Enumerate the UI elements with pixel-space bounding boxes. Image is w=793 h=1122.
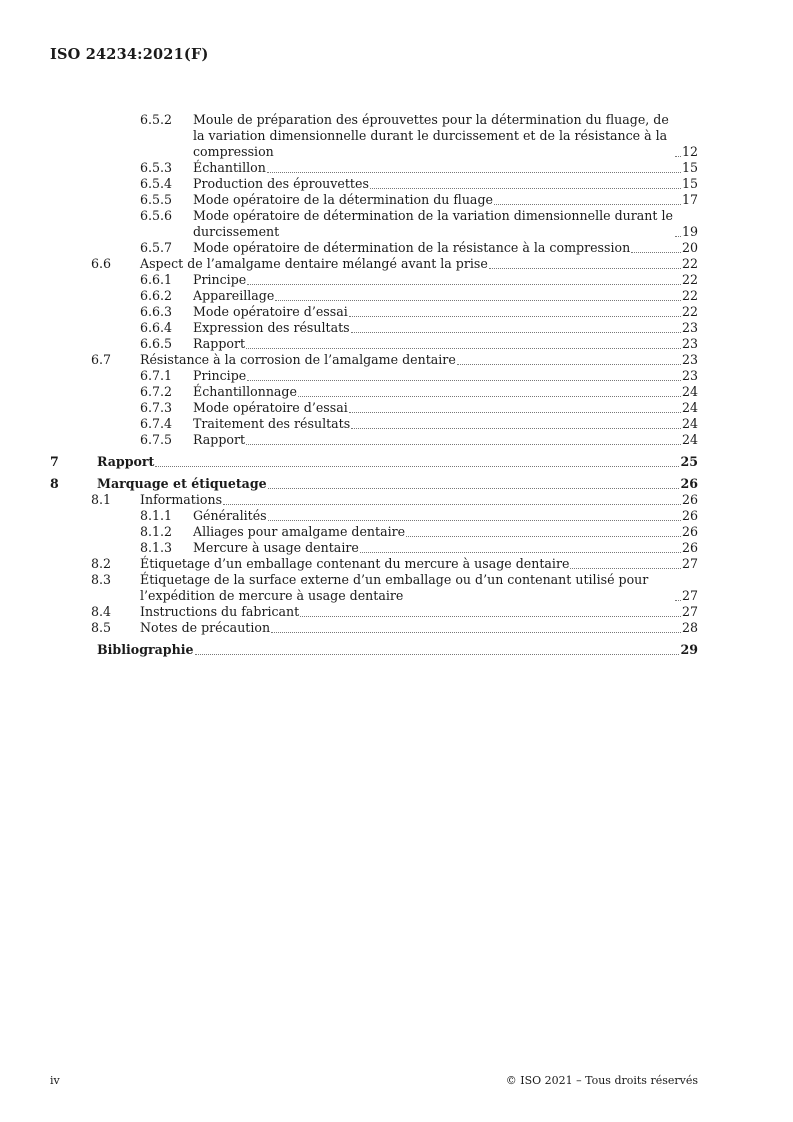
toc-entry[interactable] [50, 112, 698, 160]
toc-entry-title: Alliages pour amalgame dentaire [193, 524, 406, 539]
dot-leader [246, 441, 681, 445]
toc-entry-page: 26 [681, 492, 698, 507]
toc-entry-number: 6.7.4 [140, 416, 173, 431]
dot-leader [675, 153, 681, 157]
toc-entry-title: Généralités [193, 508, 267, 523]
toc-entry-title: Appareillage [193, 288, 275, 303]
toc-entry[interactable] [50, 176, 698, 192]
dot-leader [675, 597, 681, 601]
toc-entry-page: 24 [681, 384, 698, 399]
toc-entry-number: 6.5.5 [140, 192, 173, 207]
toc-entry[interactable] [50, 508, 698, 524]
toc-entry[interactable] [50, 642, 698, 658]
toc-entry-page: 28 [681, 620, 698, 635]
toc-entry-title: Échantillonnage [193, 384, 297, 399]
toc-entry[interactable] [50, 304, 698, 320]
toc-entry[interactable] [50, 476, 698, 492]
toc-entry-number: 6.5.2 [140, 112, 173, 127]
document-id: ISO 24234:2021(F) [50, 46, 209, 63]
toc-entry-title: Instructions du fabricant [140, 604, 300, 619]
toc-entry-page: 26 [681, 508, 698, 523]
dot-leader [349, 313, 681, 317]
toc-entry[interactable] [50, 492, 698, 508]
toc-entry-title: Moule de préparation des éprouvettes pour la détermination du fluage, de la variation dimensionnelle durant le durcissement et de la résistance à la compression [193, 112, 669, 159]
toc-entry-title: Production des éprouvettes [193, 176, 369, 191]
toc-entry-title: Mode opératoire d’essai [193, 400, 348, 415]
dot-leader [351, 329, 681, 333]
toc-entry[interactable] [50, 240, 698, 256]
toc-entry-number: 6.5.4 [140, 176, 173, 191]
toc-entry[interactable] [50, 208, 698, 240]
toc-entry-title: Marquage et étiquetage [97, 476, 267, 491]
toc-entry-title: Principe [193, 368, 247, 383]
toc-entry-page: 26 [680, 476, 698, 491]
toc-entry-number: 6.6.4 [140, 320, 173, 335]
toc-entry-page: 26 [681, 540, 698, 555]
toc-entry-title: Mode opératoire de détermination de la résistance à la compression [193, 240, 631, 255]
dot-leader [155, 463, 679, 467]
toc-entry[interactable] [50, 524, 698, 540]
toc-entry-number: 8 [50, 476, 59, 491]
toc-entry-number: 8.3 [91, 572, 112, 587]
toc-entry-number: 8.2 [91, 556, 112, 571]
dot-leader [457, 361, 681, 365]
toc-entry-page: 22 [681, 272, 698, 287]
toc-entry-page: 29 [680, 642, 698, 657]
toc-entry[interactable] [50, 336, 698, 352]
toc-entry-page: 19 [681, 224, 698, 239]
toc-entry-number: 6.5.7 [140, 240, 173, 255]
toc-entry-number: 6.7.1 [140, 368, 173, 383]
toc-entry[interactable] [50, 572, 698, 604]
toc-entry[interactable] [50, 556, 698, 572]
toc-entry-number: 6.5.3 [140, 160, 173, 175]
toc-entry[interactable] [50, 368, 698, 384]
page-number: iv [50, 1074, 60, 1087]
toc-entry-page: 24 [681, 400, 698, 415]
dot-leader [298, 393, 681, 397]
toc-entry-title: Résistance à la corrosion de l’amalgame dentaire [140, 352, 456, 367]
dot-leader [268, 517, 681, 521]
toc-entry-title: Traitement des résultats [193, 416, 351, 431]
dot-leader [360, 549, 681, 553]
copyright-notice: © ISO 2021 – Tous droits réservés [505, 1074, 698, 1087]
toc-entry-page: 27 [681, 604, 698, 619]
dot-leader [246, 345, 681, 349]
toc-entry-page: 12 [681, 144, 698, 159]
toc-entry-page: 25 [680, 454, 698, 469]
dot-leader [489, 265, 681, 269]
toc-entry-page: 15 [681, 160, 698, 175]
toc-entry-page: 24 [681, 432, 698, 447]
toc-entry[interactable] [50, 540, 698, 556]
toc-entry-title: Étiquetage de la surface externe d’un emballage ou d’un contenant utilisé pour l’expédition de mercure à usage dentaire [140, 572, 649, 603]
toc-entry-title: Mode opératoire de la détermination du fluage [193, 192, 493, 207]
dot-leader [370, 185, 681, 189]
dot-leader [268, 485, 680, 489]
toc-entry-title: Mode opératoire d’essai [193, 304, 348, 319]
toc-entry-number: 6.6 [91, 256, 112, 271]
toc-entry-number: 8.1.2 [140, 524, 173, 539]
toc-entry-page: 26 [681, 524, 698, 539]
toc-entry-title: Expression des résultats [193, 320, 350, 335]
toc-entry-page: 22 [681, 256, 698, 271]
toc-entry-number: 6.6.1 [140, 272, 173, 287]
toc-entry[interactable] [50, 160, 698, 176]
toc-entry[interactable] [50, 604, 698, 620]
dot-leader [494, 201, 681, 205]
toc-entry-title: Notes de précaution [140, 620, 271, 635]
toc-entry-number: 6.7.5 [140, 432, 173, 447]
dot-leader [675, 233, 681, 237]
toc-entry[interactable] [50, 192, 698, 208]
toc-entry[interactable] [50, 620, 698, 636]
toc-entry-page: 22 [681, 304, 698, 319]
toc-entry-number: 6.7 [91, 352, 112, 367]
toc-entry[interactable] [50, 384, 698, 400]
toc-entry-number: 8.4 [91, 604, 112, 619]
toc-entry-page: 20 [681, 240, 698, 255]
toc-entry[interactable] [50, 272, 698, 288]
toc-entry-number: 7 [50, 454, 59, 469]
dot-leader [300, 613, 681, 617]
toc-entry-page: 23 [681, 320, 698, 335]
toc-entry[interactable] [50, 256, 698, 272]
dot-leader [247, 281, 681, 285]
toc-entry-title: Échantillon [193, 160, 266, 175]
toc-entry-page: 24 [681, 416, 698, 431]
toc-entry[interactable] [50, 400, 698, 416]
toc-entry-title: Bibliographie [97, 642, 194, 657]
toc-entry-title: Rapport [193, 432, 246, 447]
toc-entry-title: Rapport [193, 336, 246, 351]
toc-entry-title: Rapport [97, 454, 155, 469]
dot-leader [195, 651, 680, 655]
dot-leader [406, 533, 681, 537]
toc-entry-number: 6.6.5 [140, 336, 173, 351]
toc-entry-number: 8.1.1 [140, 508, 173, 523]
dot-leader [349, 409, 681, 413]
toc-entry-number: 6.6.3 [140, 304, 173, 319]
dot-leader [275, 297, 681, 301]
dot-leader [267, 169, 681, 173]
toc-entry-page: 22 [681, 288, 698, 303]
toc-entry-number: 8.5 [91, 620, 112, 635]
toc-entry-title: Mercure à usage dentaire [193, 540, 359, 555]
toc-entry[interactable] [50, 416, 698, 432]
table-of-contents [50, 112, 698, 658]
toc-entry-number: 8.1 [91, 492, 112, 507]
toc-entry-number: 6.5.6 [140, 208, 173, 223]
dot-leader [351, 425, 681, 429]
dot-leader [223, 501, 681, 505]
toc-entry-page: 23 [681, 368, 698, 383]
toc-entry[interactable] [50, 288, 698, 304]
toc-entry-number: 6.7.3 [140, 400, 173, 415]
toc-entry-title: Aspect de l’amalgame dentaire mélangé avant la prise [140, 256, 488, 271]
dot-leader [247, 377, 681, 381]
toc-entry-title: Informations [140, 492, 223, 507]
toc-entry-page: 17 [681, 192, 698, 207]
toc-entry-number: 6.7.2 [140, 384, 173, 399]
toc-entry-number: 8.1.3 [140, 540, 173, 555]
toc-entry-number: 6.6.2 [140, 288, 173, 303]
toc-entry-page: 15 [681, 176, 698, 191]
toc-entry-title: Principe [193, 272, 247, 287]
toc-entry-page: 27 [681, 556, 698, 571]
toc-entry[interactable] [50, 432, 698, 448]
dot-leader [271, 629, 681, 633]
toc-entry[interactable] [50, 352, 698, 368]
dot-leader [631, 249, 681, 253]
toc-entry[interactable] [50, 454, 698, 470]
toc-entry-page: 27 [681, 588, 698, 603]
toc-entry-page: 23 [681, 352, 698, 367]
toc-entry-title: Étiquetage d’un emballage contenant du mercure à usage dentaire [140, 556, 570, 571]
dot-leader [570, 565, 681, 569]
toc-entry[interactable] [50, 320, 698, 336]
toc-entry-page: 23 [681, 336, 698, 351]
toc-entry-title: Mode opératoire de détermination de la variation dimensionnelle durant le durcissement [193, 208, 673, 239]
